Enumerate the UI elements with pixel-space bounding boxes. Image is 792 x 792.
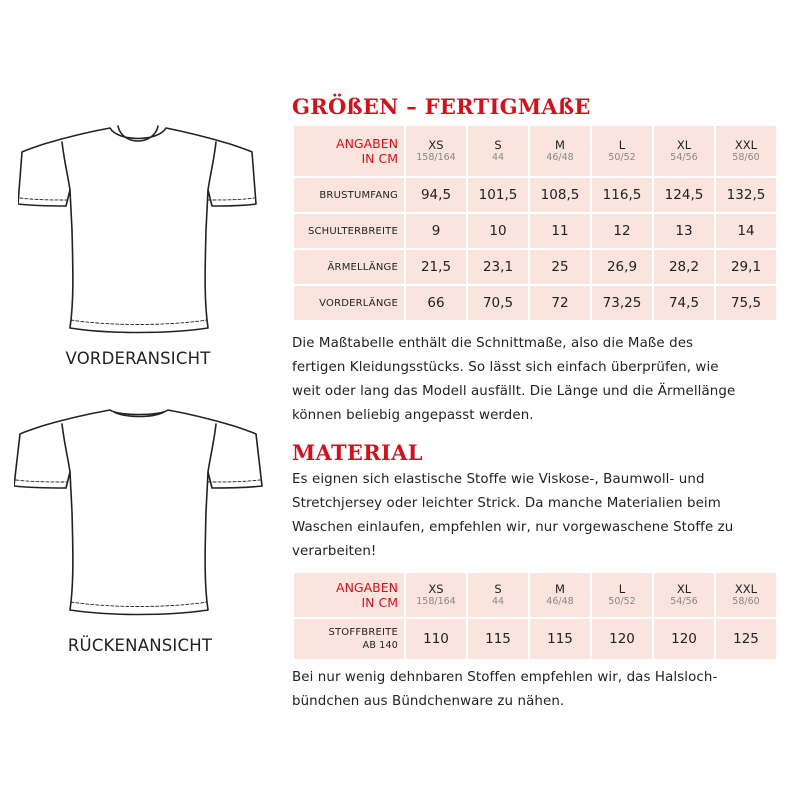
table-cell: 12 bbox=[591, 213, 653, 249]
size-name: XS bbox=[428, 138, 444, 152]
size-sub: 44 bbox=[491, 596, 505, 607]
size-name: M bbox=[555, 138, 565, 152]
size-column-header bbox=[405, 125, 467, 177]
size-column-header bbox=[467, 125, 529, 177]
table-cell: 9 bbox=[405, 213, 467, 249]
table-row bbox=[293, 249, 777, 285]
material-heading: MATERIAL bbox=[292, 440, 423, 465]
header-label-line-1: ANGABEN bbox=[336, 580, 398, 595]
table-cell: 72 bbox=[529, 285, 591, 321]
size-column-header bbox=[529, 572, 591, 618]
header-label-line-2: IN CM bbox=[361, 595, 398, 610]
size-sub: 50/52 bbox=[608, 596, 636, 607]
paragraph-line: weit oder lang das Modell ausfällt. Die Länge und die Ärmellänge bbox=[292, 384, 736, 399]
table-cell: 23,1 bbox=[467, 249, 529, 285]
table-cell: 29,1 bbox=[715, 249, 777, 285]
front-view-tshirt-drawing bbox=[18, 120, 258, 340]
size-column-header bbox=[591, 125, 653, 177]
paragraph-line: verarbeiten! bbox=[292, 544, 377, 559]
table-cell: 10 bbox=[467, 213, 529, 249]
row-label-sub: AB 140 bbox=[362, 640, 398, 651]
table-cell: 110 bbox=[405, 618, 467, 660]
row-label: BRUSTUMFANG bbox=[293, 177, 405, 213]
table-cell: 115 bbox=[529, 618, 591, 660]
table-header-label bbox=[293, 572, 405, 618]
row-label-main: STOFFBREITE bbox=[328, 627, 398, 638]
table-row bbox=[293, 285, 777, 321]
size-measurement-table bbox=[292, 124, 778, 322]
sizes-heading: GRÖßEN – FERTIGMAßE bbox=[292, 94, 591, 119]
table-cell: 26,9 bbox=[591, 249, 653, 285]
size-sub: 54/56 bbox=[670, 596, 698, 607]
paragraph-line: Bei nur wenig dehnbaren Stoffen empfehlen wir, das Halsloch- bbox=[292, 670, 718, 685]
size-name: S bbox=[494, 138, 502, 152]
size-name: XXL bbox=[734, 138, 758, 152]
table-header-row bbox=[293, 125, 777, 177]
size-name: XL bbox=[676, 138, 692, 152]
size-sub: 50/52 bbox=[608, 152, 636, 163]
size-name: S bbox=[494, 582, 502, 596]
row-label: ÄRMELLÄNGE bbox=[293, 249, 405, 285]
size-name: M bbox=[555, 582, 565, 596]
size-sub: 158/164 bbox=[416, 152, 456, 163]
size-name: L bbox=[618, 138, 626, 152]
table-cell: 94,5 bbox=[405, 177, 467, 213]
table-cell: 108,5 bbox=[529, 177, 591, 213]
table-cell: 132,5 bbox=[715, 177, 777, 213]
material-note bbox=[292, 666, 782, 714]
table-header-row bbox=[293, 572, 777, 618]
table-cell: 25 bbox=[529, 249, 591, 285]
size-column-header bbox=[653, 125, 715, 177]
size-sub: 158/164 bbox=[416, 596, 456, 607]
size-column-header bbox=[529, 125, 591, 177]
table-row bbox=[293, 618, 777, 660]
paragraph-line: Stretchjersey oder leichter Strick. Da manche Materialien beim bbox=[292, 496, 721, 511]
table-cell: 73,25 bbox=[591, 285, 653, 321]
table-row bbox=[293, 213, 777, 249]
paragraph-line: Es eignen sich elastische Stoffe wie Viskose-, Baumwoll- und bbox=[292, 472, 705, 487]
table-cell: 101,5 bbox=[467, 177, 529, 213]
row-label: SCHULTERBREITE bbox=[293, 213, 405, 249]
size-sub: 54/56 bbox=[670, 152, 698, 163]
size-column-header bbox=[715, 125, 777, 177]
paragraph-line: Waschen einlaufen, empfehlen wir, nur vorgewaschene Stoffe zu bbox=[292, 520, 734, 535]
table-cell: 125 bbox=[715, 618, 777, 660]
table-header-label bbox=[293, 125, 405, 177]
size-sub: 44 bbox=[491, 152, 505, 163]
table-cell: 28,2 bbox=[653, 249, 715, 285]
table-cell: 124,5 bbox=[653, 177, 715, 213]
table-cell: 14 bbox=[715, 213, 777, 249]
table-cell: 75,5 bbox=[715, 285, 777, 321]
table-cell: 74,5 bbox=[653, 285, 715, 321]
table-cell: 70,5 bbox=[467, 285, 529, 321]
row-label bbox=[293, 618, 405, 660]
size-column-header bbox=[467, 572, 529, 618]
table-cell: 66 bbox=[405, 285, 467, 321]
size-sub: 46/48 bbox=[546, 596, 574, 607]
header-label-line-2: IN CM bbox=[361, 151, 398, 166]
header-label-line-1: ANGABEN bbox=[336, 136, 398, 151]
paragraph-line: Die Maßtabelle enthält die Schnittmaße, also die Maße des bbox=[292, 336, 694, 351]
size-column-header bbox=[591, 572, 653, 618]
table-cell: 11 bbox=[529, 213, 591, 249]
table-row bbox=[293, 177, 777, 213]
size-column-header bbox=[405, 572, 467, 618]
size-name: L bbox=[618, 582, 626, 596]
table-cell: 21,5 bbox=[405, 249, 467, 285]
size-sub: 58/60 bbox=[732, 152, 760, 163]
table-cell: 13 bbox=[653, 213, 715, 249]
size-column-header bbox=[715, 572, 777, 618]
table-cell: 120 bbox=[653, 618, 715, 660]
size-sub: 58/60 bbox=[732, 596, 760, 607]
size-sub: 46/48 bbox=[546, 152, 574, 163]
front-view-label: VORDERANSICHT bbox=[65, 349, 211, 368]
back-view-label: RÜCKENANSICHT bbox=[67, 636, 213, 655]
paragraph-line: fertigen Kleidungsstücks. So lässt sich einfach überprüfen, wie bbox=[292, 360, 719, 375]
back-view-tshirt-drawing bbox=[14, 400, 264, 620]
table-cell: 115 bbox=[467, 618, 529, 660]
row-label: VORDERLÄNGE bbox=[293, 285, 405, 321]
size-name: XL bbox=[676, 582, 692, 596]
size-column-header bbox=[653, 572, 715, 618]
fabric-width-table bbox=[292, 571, 778, 661]
table-cell: 120 bbox=[591, 618, 653, 660]
sizes-description bbox=[292, 332, 782, 428]
table-cell: 116,5 bbox=[591, 177, 653, 213]
paragraph-line: können beliebig angepasst werden. bbox=[292, 408, 534, 423]
material-description bbox=[292, 468, 782, 564]
size-name: XXL bbox=[734, 582, 758, 596]
size-name: XS bbox=[428, 582, 444, 596]
paragraph-line: bündchen aus Bündchenware zu nähen. bbox=[292, 694, 565, 709]
